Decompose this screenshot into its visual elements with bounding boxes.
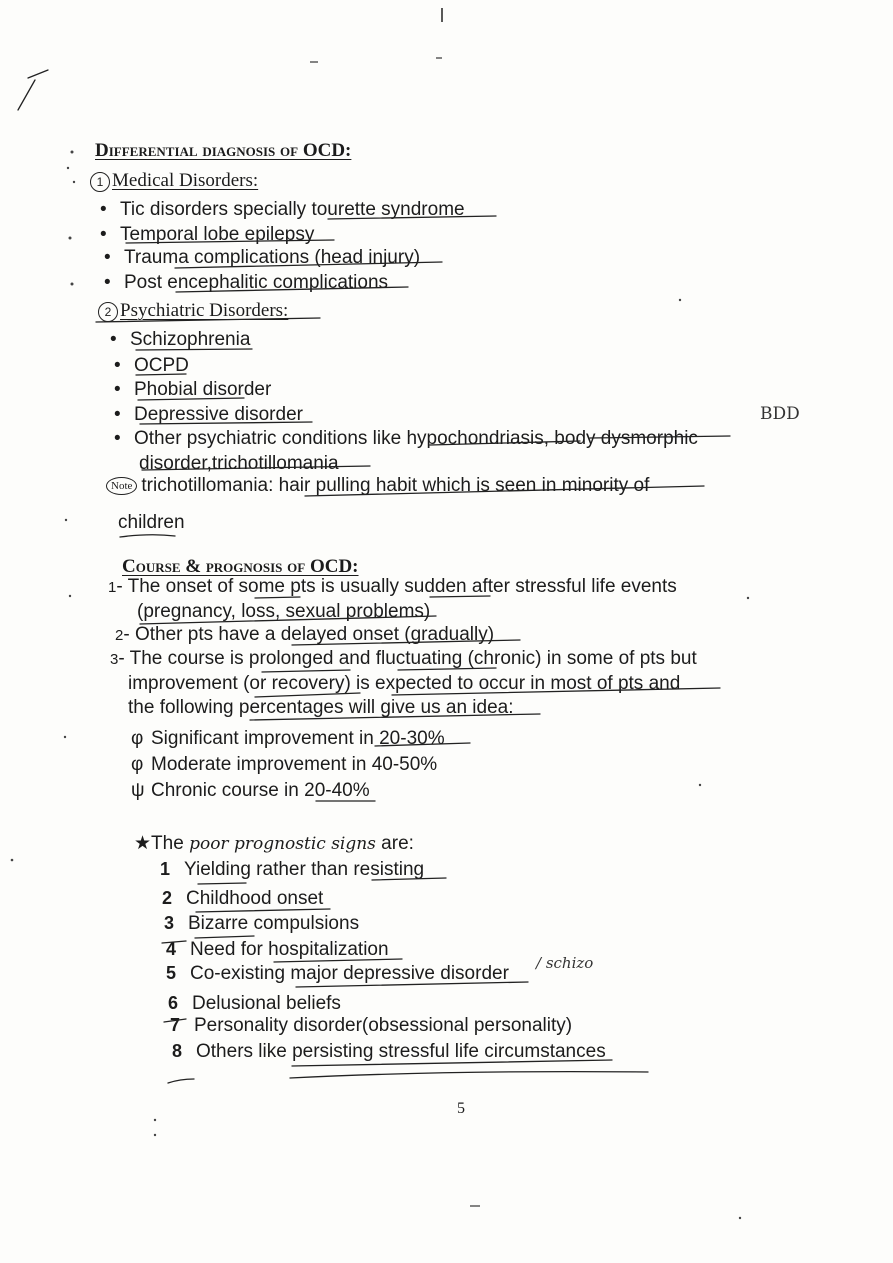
prognosis-item: 5 Co-existing major depressive disorder: [166, 963, 509, 984]
psychiatric-title: Psychiatric Disorders:: [120, 300, 289, 321]
page-number: 5: [457, 1100, 465, 1117]
list-item: • Other psychiatric conditions like hypochondriasis, body dysmorphic: [114, 428, 698, 449]
list-item: • Temporal lobe epilepsy: [100, 224, 315, 245]
prognosis-item: 8 Others like persisting stressful life circumstances: [172, 1041, 606, 1062]
list-item: • Trauma complications (head injury): [104, 247, 421, 268]
list-item: • Tic disorders specially tourette syndrome: [100, 199, 465, 220]
prognosis-item: 1 Yielding rather than resisting: [160, 859, 425, 880]
prognosis-item: 7 Personality disorder(obsessional personality): [170, 1015, 573, 1036]
note-marker: Note: [106, 477, 137, 495]
course-point-continuation: improvement (or recovery) is expected to occur in most of pts and: [128, 673, 681, 694]
percentage-item: φ Significant improvement in 20-30%: [131, 728, 445, 749]
percentage-item: ψ Chronic course in 20-40%: [131, 780, 370, 801]
course-point: 3- The course is prolonged and fluctuating (chronic) in some of pts but: [110, 648, 697, 669]
medical-title: Medical Disorders:: [112, 170, 259, 191]
percentage-item: φ Moderate improvement in 40-50%: [131, 754, 438, 775]
prognosis-item: 2 Childhood onset: [162, 888, 324, 909]
star-icon: ★: [134, 833, 152, 854]
prognosis-item: 4 Need for hospitalization: [166, 939, 389, 960]
course-point-continuation: (pregnancy, loss, sexual problems): [137, 601, 431, 622]
course-point-continuation: the following percentages will give us an idea:: [128, 697, 514, 718]
differential-heading: Differential diagnosis of OCD:: [95, 140, 352, 161]
list-item: • Phobial disorder: [114, 379, 272, 400]
list-item: • Depressive disorder: [114, 404, 303, 425]
list-item: • Schizophrenia: [110, 329, 251, 350]
medical-marker: 1: [90, 172, 110, 192]
course-point: 1- The onset of some pts is usually sudden after stressful life events: [108, 576, 677, 597]
note-line-continuation: children: [118, 512, 185, 533]
handwritten-side-note: BDD: [760, 404, 800, 424]
prognosis-intro: ★The poor prognostic signs are:: [134, 833, 414, 854]
course-point: 2- Other pts have a delayed onset (gradually): [115, 624, 495, 645]
note-line: Note trichotillomania: hair pulling habit which is seen in minority of: [106, 475, 649, 497]
prognosis-item: 6 Delusional beliefs: [168, 993, 341, 1014]
list-item-continuation: disorder,trichotillomania: [139, 453, 339, 474]
prognosis-item: 3 Bizarre compulsions: [164, 913, 360, 934]
handwritten-note: / schizo: [536, 954, 594, 972]
list-item: • OCPD: [114, 355, 189, 376]
list-item: • Post encephalitic complications: [104, 272, 389, 293]
psychiatric-marker: 2: [98, 302, 118, 322]
course-heading: Course & prognosis of OCD:: [122, 556, 359, 577]
